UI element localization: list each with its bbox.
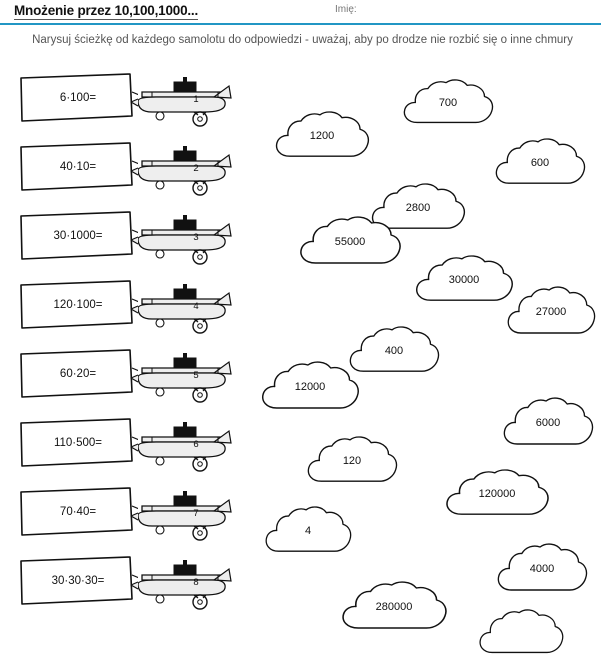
instructions-text: Narysuj ścieżkę od każdego samolotu do odpowiedzi - uważaj, aby po drodze nie rozbić się o inne chmury (32, 34, 573, 46)
answer-cloud[interactable] (304, 435, 400, 487)
problem-expression: 30·30·30= (51, 575, 105, 587)
answer-cloud[interactable] (442, 468, 552, 520)
answer-cloud[interactable] (504, 285, 598, 339)
speech-balloon (18, 210, 138, 262)
airplane-icon (130, 419, 230, 471)
airplane-icon (130, 350, 230, 402)
cloud-answer-value: 27000 (535, 306, 567, 318)
cloud-answer-value: 6000 (535, 417, 561, 429)
answer-cloud[interactable] (492, 137, 588, 189)
plane-number: 2 (193, 163, 199, 174)
plane-number: 3 (193, 232, 199, 243)
answer-cloud[interactable] (296, 215, 404, 269)
cloud-answer-value: 55000 (334, 236, 366, 248)
cloud-answer-value: 1200 (309, 130, 335, 142)
problem-row (0, 210, 240, 266)
problem-expression: 110·500= (53, 437, 103, 449)
speech-balloon (18, 555, 138, 607)
cloud-answer-value: 120 (342, 455, 362, 467)
problem-expression: 40·10= (59, 161, 97, 173)
problem-row (0, 555, 240, 611)
speech-balloon (18, 417, 138, 469)
cloud-answer-value: 2800 (405, 202, 431, 214)
answer-cloud[interactable] (272, 110, 372, 162)
problem-row (0, 417, 240, 473)
answer-cloud[interactable] (476, 608, 566, 658)
problem-expression: 30·1000= (53, 230, 103, 242)
cloud-answer-value: 700 (438, 97, 458, 109)
page-title: Mnożenie przez 10,100,1000... (14, 3, 199, 18)
plane-number: 5 (193, 370, 199, 381)
answer-cloud[interactable] (262, 505, 354, 557)
answer-cloud[interactable] (258, 360, 362, 414)
answer-cloud[interactable] (500, 396, 596, 450)
airplane-icon (130, 557, 230, 609)
airplane-icon (130, 74, 230, 126)
cloud-answer-value: 400 (384, 345, 404, 357)
cloud-answer-value: 600 (530, 157, 550, 169)
cloud-answer-value (476, 608, 566, 658)
airplane-icon (130, 143, 230, 195)
answer-cloud[interactable] (338, 580, 450, 634)
speech-balloon (18, 141, 138, 193)
problem-row (0, 72, 240, 128)
header-divider (0, 23, 601, 25)
problem-expression: 120·100= (53, 299, 103, 311)
cloud-answer-value: 12000 (294, 381, 326, 393)
problem-row (0, 141, 240, 197)
problem-expression: 60·20= (59, 368, 97, 380)
cloud-answer-value: 120000 (478, 488, 516, 500)
plane-number: 7 (193, 508, 199, 519)
plane-number: 6 (193, 439, 199, 450)
cloud-answer-value: 4000 (529, 563, 555, 575)
speech-balloon (18, 486, 138, 538)
speech-balloon (18, 279, 138, 331)
airplane-icon (130, 488, 230, 540)
answer-cloud[interactable] (412, 254, 516, 306)
plane-number: 4 (193, 301, 199, 312)
page-header (0, 0, 601, 26)
problem-row (0, 486, 240, 542)
airplane-icon (130, 281, 230, 333)
problem-expression: 70·40= (59, 506, 97, 518)
cloud-answer-value: 280000 (375, 601, 413, 613)
cloud-answer-value: 30000 (448, 274, 480, 286)
cloud-answer-value: 4 (304, 525, 312, 537)
problem-expression: 6·100= (59, 92, 97, 104)
speech-balloon (18, 348, 138, 400)
answer-cloud[interactable] (494, 542, 590, 596)
problem-row (0, 348, 240, 404)
airplane-icon (130, 212, 230, 264)
answer-cloud[interactable] (400, 78, 496, 128)
plane-number: 8 (193, 577, 199, 588)
name-field-label: Imię: (335, 4, 357, 15)
problem-row (0, 279, 240, 335)
speech-balloon (18, 72, 138, 124)
plane-number: 1 (193, 94, 199, 105)
